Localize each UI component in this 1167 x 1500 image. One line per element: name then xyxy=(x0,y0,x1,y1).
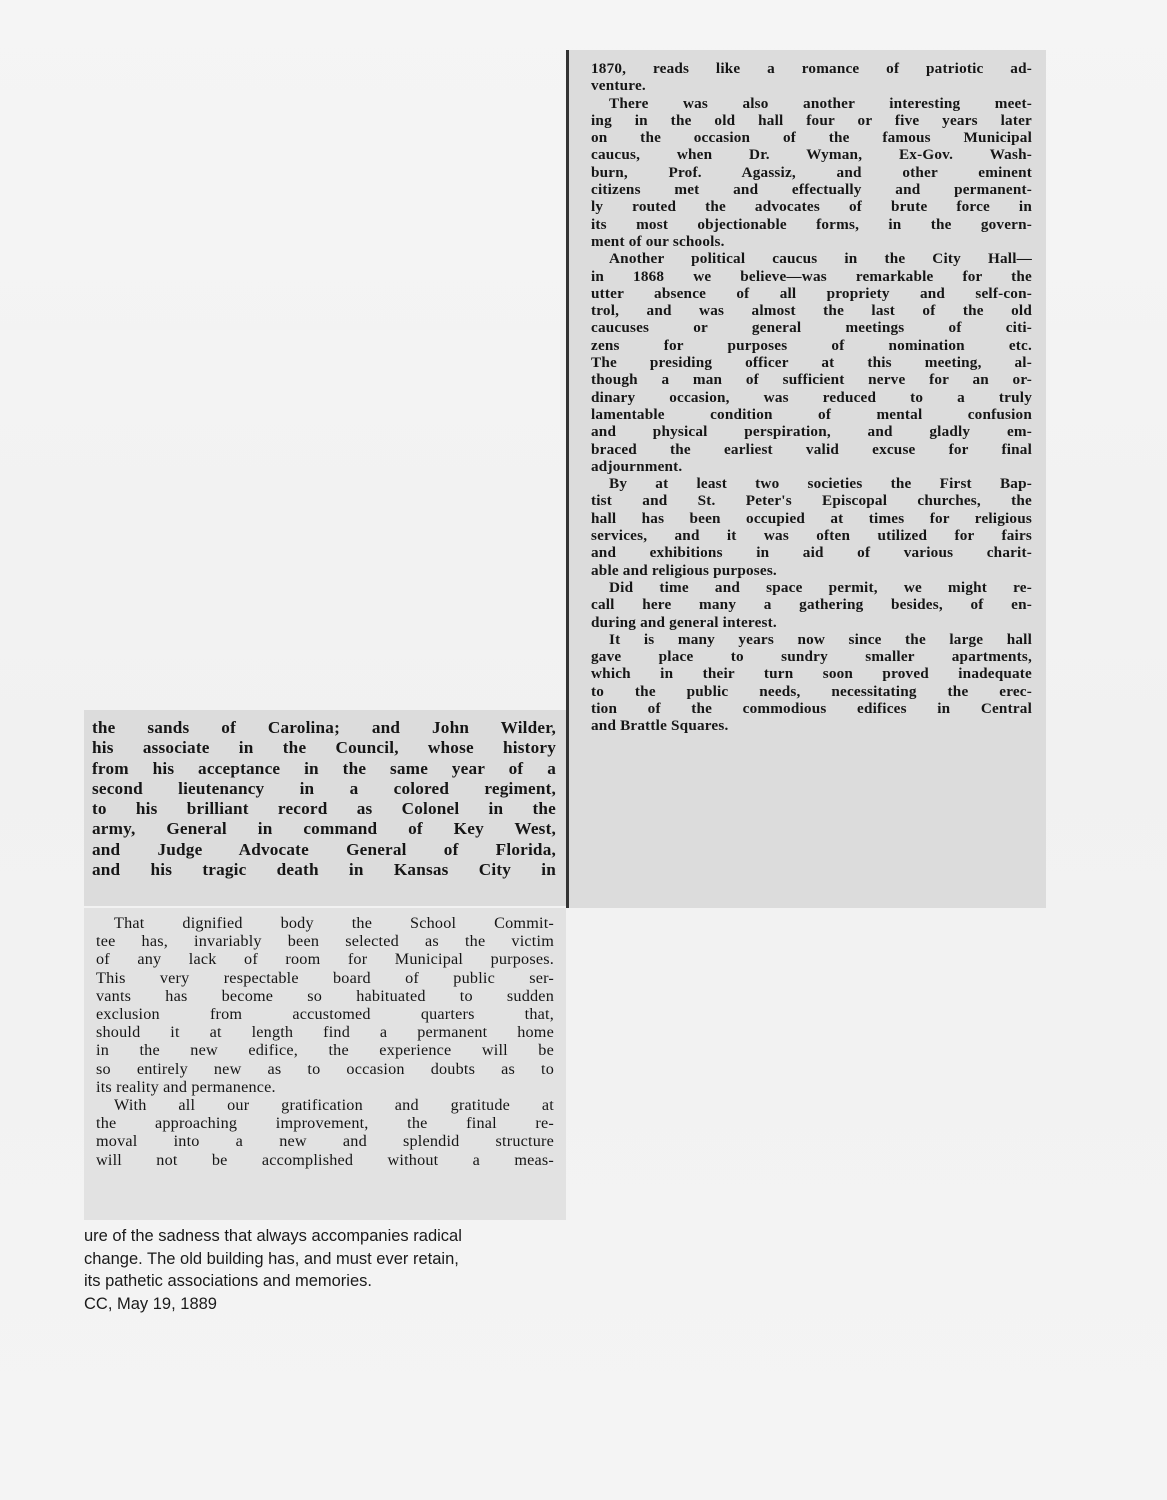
text-line: citizens met and effectually and permanent- xyxy=(591,181,1032,199)
newspaper-clipping-right-column xyxy=(566,50,1046,908)
text-line: It is many years now since the large hall xyxy=(609,630,1032,648)
typed-continuation-caption xyxy=(84,1225,574,1315)
text-line: lamentable condition of mental confusion xyxy=(591,405,1032,423)
text-line: army, General in command of Key West, xyxy=(92,819,556,839)
text-line: services, and it was often utilized for fairs xyxy=(591,527,1032,545)
text-line: utter absence of all propriety and self-con- xyxy=(591,284,1032,302)
caption-line: ure of the sadness that always accompanies radical xyxy=(84,1227,462,1245)
text-line: ing in the old hall four or five years later xyxy=(591,111,1032,129)
caption-line: change. The old building has, and must ever retain, xyxy=(84,1249,459,1268)
text-line: That dignified body the School Commit- xyxy=(114,914,554,932)
source-citation: CC, May 19, 1889 xyxy=(84,1294,217,1313)
text-line: in the new edifice, the experience will be xyxy=(96,1041,554,1060)
text-line: Did time and space permit, we might re- xyxy=(609,578,1032,596)
text-line: on the occasion of the famous Municipal xyxy=(591,129,1032,147)
text-line: and exhibitions in aid of various charit- xyxy=(591,544,1032,562)
text-line: ly routed the advocates of brute force in xyxy=(591,198,1032,216)
text-line: With all our gratification and gratitude at xyxy=(114,1096,554,1115)
text-line: its reality and permanence. xyxy=(96,1077,276,1096)
text-line: to his brilliant record as Colonel in the xyxy=(92,799,556,819)
text-line: venture. xyxy=(591,77,646,95)
text-line: able and religious purposes. xyxy=(591,561,777,579)
text-line: burn, Prof. Agassiz, and other eminent xyxy=(591,163,1032,181)
text-line: This very respectable board of public ser- xyxy=(96,968,554,987)
text-line: zens for purposes of nomination etc. xyxy=(591,336,1032,354)
text-line: should it at length find a permanent home xyxy=(96,1023,554,1042)
text-line: tist and St. Peter's Episcopal churches, the xyxy=(591,492,1032,510)
newspaper-clipping-left-bottom xyxy=(84,908,566,1220)
newspaper-clipping-left-top xyxy=(84,710,566,906)
text-line: moval into a new and splendid structure xyxy=(96,1132,554,1151)
text-line: tion of the commodious edifices in Central xyxy=(591,699,1032,717)
text-line: so entirely new as to occasion doubts as to xyxy=(96,1059,554,1078)
text-line: to the public needs, necessitating the erec- xyxy=(591,682,1032,700)
text-line: The presiding officer at this meeting, al- xyxy=(591,354,1032,372)
text-line: during and general interest. xyxy=(591,613,777,631)
text-line: in 1868 we believe—was remarkable for the xyxy=(591,267,1032,285)
text-line: ment of our schools. xyxy=(591,232,725,250)
text-line: which in their turn soon proved inadequate xyxy=(591,665,1032,683)
text-line: the sands of Carolina; and John Wilder, xyxy=(92,718,556,737)
text-line: gave place to sundry smaller apartments, xyxy=(591,648,1032,666)
text-line: and Judge Advocate General of Florida, xyxy=(92,839,556,859)
text-line: trol, and was almost the last of the old xyxy=(591,302,1032,320)
text-line: and physical perspiration, and gladly em- xyxy=(591,423,1032,441)
text-line: of any lack of room for Municipal purposes. xyxy=(96,950,554,969)
text-line: and his tragic death in Kansas City in xyxy=(92,860,556,880)
text-line: his associate in the Council, whose history xyxy=(92,738,556,758)
text-line: though a man of sufficient nerve for an or- xyxy=(591,371,1032,389)
text-line: second lieutenancy in a colored regiment, xyxy=(92,778,556,798)
text-line: will not be accomplished without a meas- xyxy=(96,1150,554,1169)
text-line: adjournment. xyxy=(591,457,683,475)
text-line: braced the earliest valid excuse for final xyxy=(591,440,1032,458)
text-line: By at least two societies the First Bap- xyxy=(609,475,1032,493)
text-line: from his acceptance in the same year of a xyxy=(92,758,556,778)
text-line: caucuses or general meetings of citi- xyxy=(591,319,1032,337)
text-line: the approaching improvement, the final re- xyxy=(96,1114,554,1133)
text-line: Another political caucus in the City Hall— xyxy=(609,250,1032,268)
text-line: tee has, invariably been selected as the victim xyxy=(96,932,554,951)
text-line: There was also another interesting meet- xyxy=(609,94,1032,112)
caption-line: its pathetic associations and memories. xyxy=(84,1272,372,1290)
text-line: call here many a gathering besides, of en- xyxy=(591,596,1032,614)
text-line: hall has been occupied at times for religious xyxy=(591,509,1032,527)
text-line: 1870, reads like a romance of patriotic ad- xyxy=(591,60,1032,77)
text-line: dinary occasion, was reduced to a truly xyxy=(591,388,1032,406)
text-line: caucus, when Dr. Wyman, Ex-Gov. Wash- xyxy=(591,146,1032,164)
text-line: its most objectionable forms, in the govern- xyxy=(591,215,1032,233)
text-line: vants has become so habituated to sudden xyxy=(96,986,554,1005)
text-line: and Brattle Squares. xyxy=(591,717,729,735)
text-line: exclusion from accustomed quarters that, xyxy=(96,1005,554,1024)
